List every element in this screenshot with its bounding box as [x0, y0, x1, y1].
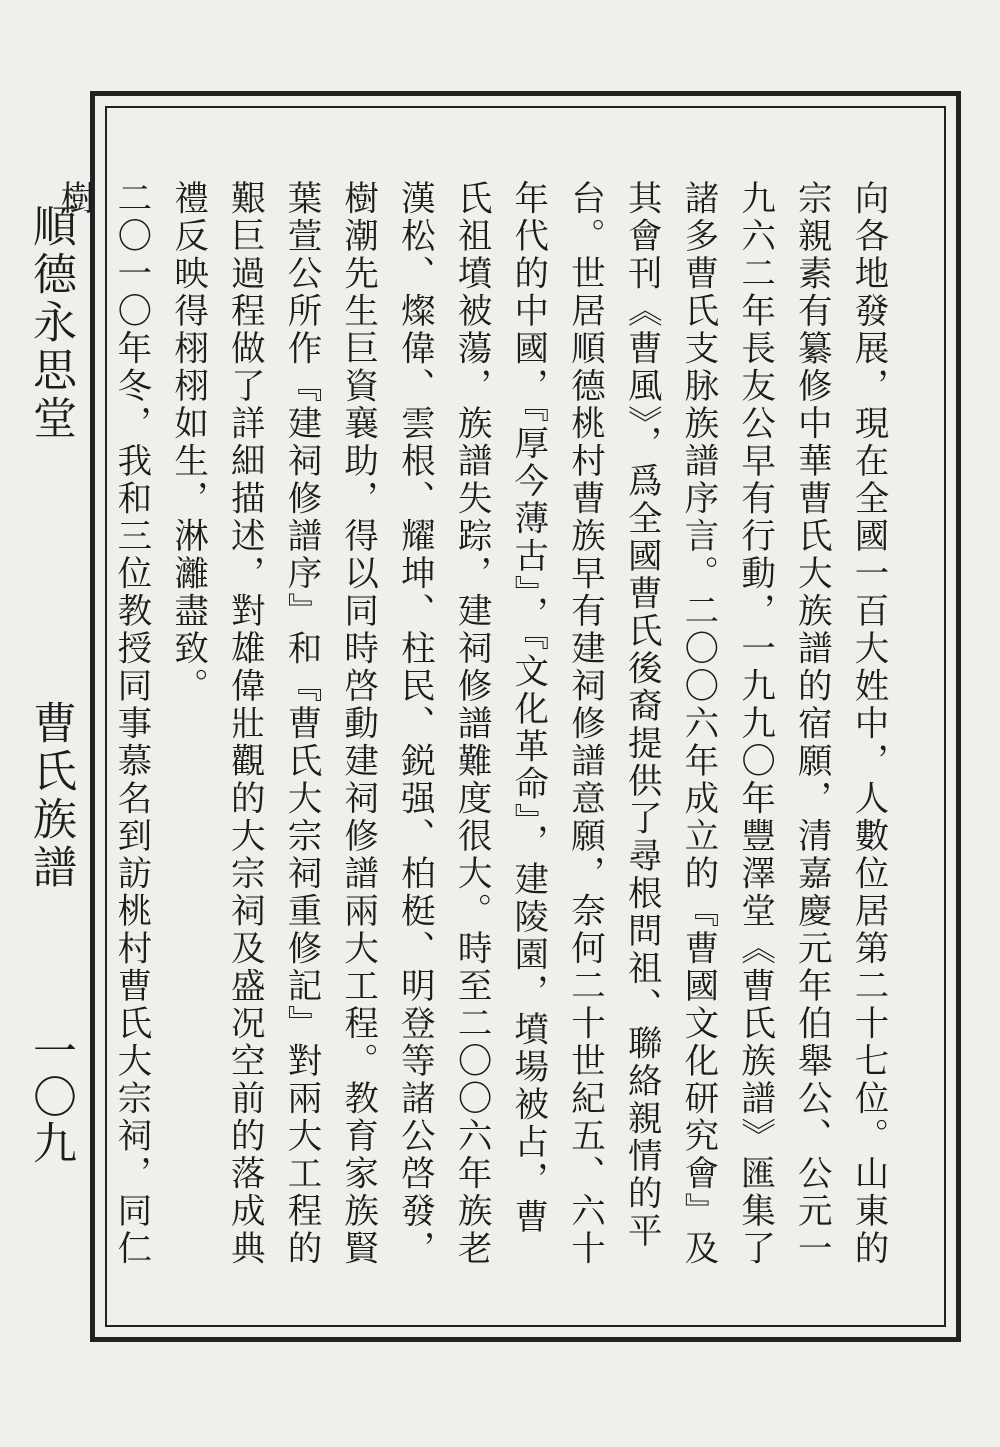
page-number: 一〇九	[25, 1028, 76, 1166]
book-name-margin: 曹氏族譜	[25, 700, 76, 892]
paragraph-2: 二〇一〇年冬，我和三位教授同事慕名到訪桃村曹氏大宗祠，同仁樹	[54, 180, 151, 1268]
body-text	[54, 180, 896, 1270]
book-title-margin: 順德永思堂	[25, 203, 76, 443]
paragraph-1: 向各地發展，現在全國一百大姓中，人數位居第二十七位。山東的宗親素有纂修中華曹氏大族譜的宿願，清嘉慶元年伯舉公、公元一九六二年長友公早有行動，一九九〇年豐澤堂《曹氏族譜》匯集了諸多曹氏支脉族譜序言。二〇〇六年成立的『曹國文化研究會』及其會刊《曹風》，爲全國曹氏後裔提供了尋根問祖、聯絡親情的平台。世居順德桃村曹族早有建祠修譜意願，奈何二十世紀五、六十年代的中國，『厚今薄古』，『文化革命』，建陵園，墳場被占，曹氏祖墳被蕩，族譜失踪，建祠修譜難度很大。時至二〇〇六年族老漢松、燦偉、雲根、耀坤、柱民、鋭强、柏梃、明登等諸公啓發，樹潮先生巨資襄助，得以同時啓動建祠修譜兩大工程。教育家族賢葉萱公所作『建祠修譜序』和『曹氏大宗祠重修記』對兩大工程的艱巨過程做了詳細描述，對雄偉壯觀的大宗祠及盛况空前的落成典禮反映得栩栩如生，淋灕盡致。	[167, 180, 888, 1268]
